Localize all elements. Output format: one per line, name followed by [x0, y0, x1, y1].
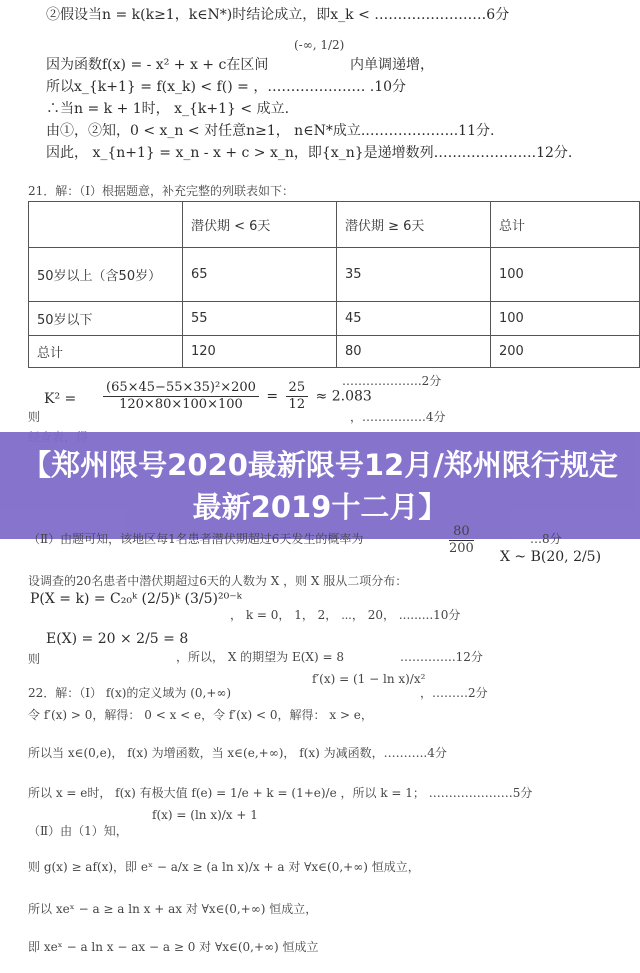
q22-line-6: 则 g(x) ≥ af(x)，即 eˣ − a/x ≥ (a ln x)/x + a 对 ∀x∈(0,+∞) 恒成立， — [28, 860, 420, 874]
table-cell: 50岁以下 — [29, 302, 183, 336]
q21-heading: 21．解：（Ⅰ）根据题意，补充完整的列联表如下： — [28, 184, 295, 198]
title-banner — [0, 432, 640, 539]
k2-approx: ≈ 2.083 — [315, 388, 372, 405]
proof-line-2a: 因为函数f(x) = - x² + x + c在区间 — [46, 57, 269, 73]
q21-score-12: …………..12分 — [400, 650, 483, 664]
q21-ex-formula: E(X) = 20 × 2/5 = 8 — [46, 631, 189, 647]
proof-line-3: 所以x_{k+1} = f(x_k) < f() = ，………………… .10分 — [46, 79, 407, 95]
proof-interval: (-∞, 1/2) — [294, 38, 345, 52]
k2-denominator-2: 12 — [288, 397, 306, 412]
q21-part2: （Ⅱ）由题可知，该地区每1名患者潜伏期超过6天发生的概率为 — [28, 532, 364, 546]
proof-line-1: ②假设当n = k(k≥1，k∈N*)时结论成立，即x_k < ……………………6分 — [46, 7, 510, 23]
table-cell: 50岁以上（含50岁） — [29, 248, 183, 302]
table-cell: 总计 — [491, 202, 640, 248]
table-cell: 200 — [491, 336, 640, 368]
q21-ex-text: ，所以， X 的期望为 E(X) = 8 — [176, 650, 344, 664]
q22-line-5-label: （Ⅱ）由（1）知， — [28, 824, 128, 838]
proof-line-4: ∴当n = k + 1时， x_{k+1} < 成立. — [46, 101, 290, 117]
k2-fraction — [100, 380, 372, 413]
table-cell: 35 — [337, 248, 491, 302]
table-cell: 总计 — [29, 336, 183, 368]
part2-frac-num: 80 — [449, 524, 474, 541]
q22-line-5-formula: f(x) = (ln x)/x + 1 — [152, 808, 258, 822]
table-cell: 80 — [337, 336, 491, 368]
q22-line-8: 即 xeˣ − a ln x − ax − a ≥ 0 对 ∀x∈(0,+∞) 恒成立 — [28, 940, 319, 954]
q21-distribution: X ~ B(20, 2/5) — [500, 549, 602, 565]
q22-line-3: 所以当 x∈(0,e)， f(x) 为增函数，当 x∈(e,+∞)， f(x) 为减函数，………..4分 — [28, 746, 447, 760]
part2-frac-den: 200 — [449, 541, 474, 556]
k2-numerator: (65×45−55×35)²×200 — [103, 380, 259, 397]
k2-numerator-2: 25 — [286, 380, 309, 397]
table-cell — [29, 202, 183, 248]
q21-pmf: P(X = k) = C₂₀ᵏ (2/5)ᵏ (3/5)²⁰⁻ᵏ — [30, 591, 242, 607]
q22-derivative: f′(x) = (1 − ln x)/x² — [312, 672, 426, 686]
table-cell: 65 — [183, 248, 337, 302]
banner-title: 【郑州限号2020最新限号12月/郑州限行规定最新2019十二月】 — [22, 447, 618, 524]
k2-denominator: 120×80×100×100 — [119, 397, 243, 412]
q21-ze: 则 — [28, 410, 41, 424]
q21-score-4: ，…………….4分 — [350, 410, 446, 424]
proof-line-6: 因此， x_{n+1} = x_n - x + c > x_n，即{x_n}是递增数列………………….12分. — [46, 145, 573, 161]
q21-ex-ze: 则 — [28, 652, 41, 666]
proof-line-5: 由①，②知，0 < x_n < 对任意n≥1， n∈N*成立.………………..11分. — [46, 123, 495, 139]
table-cell: 55 — [183, 302, 337, 336]
q21-setx: 设调查的20名患者中潜伏期超过6天的人数为 X ，则 X 服从二项分布： — [28, 574, 408, 588]
table-row — [29, 248, 640, 302]
q21-score-8: …8分 — [530, 532, 562, 546]
table-cell: 120 — [183, 336, 337, 368]
k2-equals: = — [266, 388, 279, 405]
table-cell: 45 — [337, 302, 491, 336]
q22-line-4: 所以 x = e时， f(x) 有极大值 f(e) = 1/e + k = (1+e)/e ，所以 k = 1； …………………5分 — [28, 786, 533, 800]
q21-score-2: ………………..2分 — [342, 374, 442, 388]
q22-line-7: 所以 xeˣ − a ≥ a ln x + ax 对 ∀x∈(0,+∞) 恒成立， — [28, 902, 318, 916]
table-header-row — [29, 202, 640, 248]
proof-line-2b: 内单调递增， — [350, 57, 434, 73]
table-row — [29, 302, 640, 336]
table-cell: 100 — [491, 302, 640, 336]
q22-line-2: 令 f′(x) > 0，解得： 0 < x < e，令 f′(x) < 0，解得： x > e， — [28, 708, 373, 722]
k2-label: K² = — [44, 391, 77, 407]
q21-pmf-k: ， k = 0， 1， 2， ⋯， 20， .........10分 — [230, 608, 461, 622]
table-cell: 100 — [491, 248, 640, 302]
part2-fraction — [446, 524, 477, 557]
table-cell: 潜伏期 < 6天 — [183, 202, 337, 248]
table-cell: 潜伏期 ≥ 6天 — [337, 202, 491, 248]
q22-score-2: ，………2分 — [420, 686, 488, 700]
table-row — [29, 336, 640, 368]
q22-line-1: 22．解：（Ⅰ） f(x)的定义域为 (0,+∞) — [28, 686, 232, 700]
contingency-table — [28, 201, 640, 368]
